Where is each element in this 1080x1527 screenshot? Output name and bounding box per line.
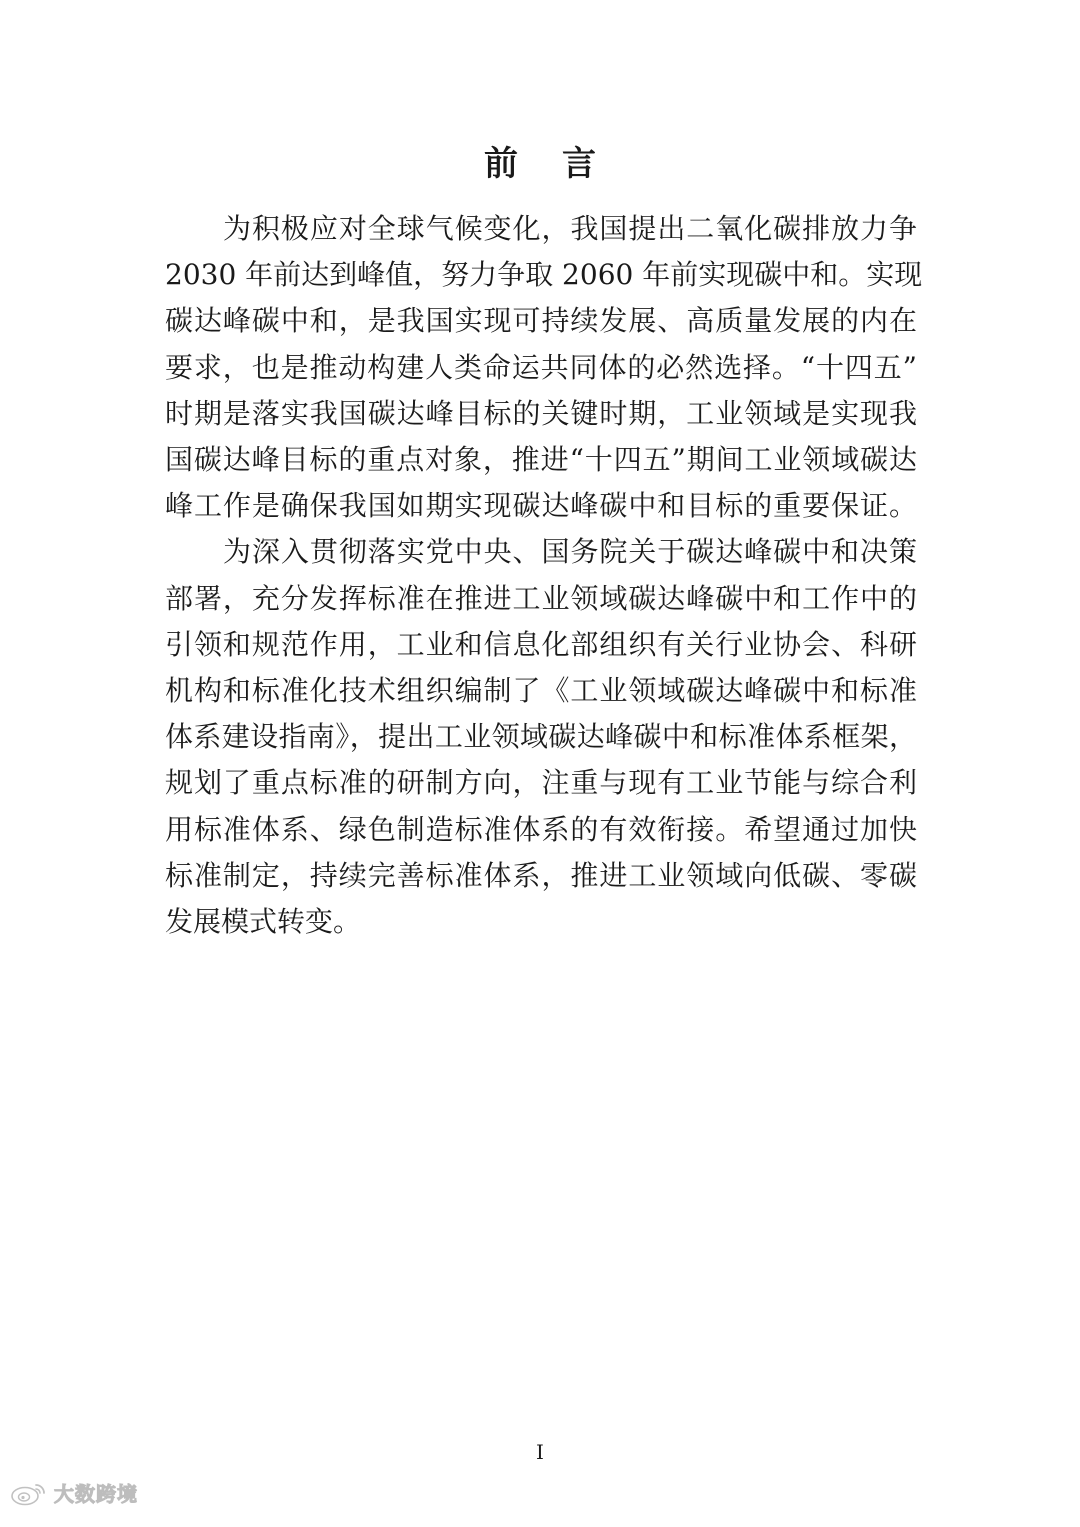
paragraph-line: 时期是落实我国碳达峰目标的关键时期，工业领域是实现我 — [165, 396, 917, 430]
paragraph-line: 引领和规范作用，工业和信息化部组织有关行业协会、科研 — [165, 627, 917, 661]
paragraph-line: 标准制定，持续完善标准体系，推进工业领域向低碳、零碳 — [165, 858, 917, 892]
paragraph-line: 用标准体系、绿色制造标准体系的有效衔接。希望通过加快 — [165, 812, 917, 846]
paragraph-line: 2030 年前达到峰值，努力争取 2060 年前实现碳中和。实现 — [165, 258, 923, 292]
watermark — [10, 1478, 138, 1507]
paragraph-line: 国碳达峰目标的重点对象，推进“十四五”期间工业领域碳达 — [165, 443, 917, 477]
paragraph-2 — [165, 529, 917, 945]
page-title: 前言 — [484, 144, 640, 184]
paragraph-line: 要求，也是推动构建人类命运共同体的必然选择。“十四五” — [165, 350, 917, 384]
paragraph-line: 部署，充分发挥标准在推进工业领域碳达峰碳中和工作中的 — [165, 581, 917, 615]
body-text — [165, 206, 923, 945]
paragraph-line: 为积极应对全球气候变化，我国提出二氧化碳排放力争 — [223, 212, 917, 245]
paragraph-line: 碳达峰碳中和，是我国实现可持续发展、高质量发展的内在 — [165, 304, 917, 338]
paragraph-line: 体系建设指南》，提出工业领域碳达峰碳中和标准体系框架， — [165, 720, 917, 754]
paragraph-line: 为深入贯彻落实党中央、国务院关于碳达峰碳中和决策 — [223, 535, 917, 569]
watermark-text: 大数跨境 — [54, 1482, 138, 1506]
paragraph-line: 规划了重点标准的研制方向，注重与现有工业节能与综合利 — [165, 766, 917, 800]
page-number: I — [536, 1440, 544, 1464]
weibo-logo-icon — [10, 1480, 48, 1506]
paragraph-line: 发展模式转变。 — [165, 905, 362, 939]
paragraph-line: 机构和标准化技术组织编制了《工业领域碳达峰碳中和标准 — [165, 674, 917, 708]
paragraph-1 — [165, 206, 923, 529]
paragraph-line: 峰工作是确保我国如期实现碳达峰碳中和目标的重要保证。 — [165, 489, 917, 523]
